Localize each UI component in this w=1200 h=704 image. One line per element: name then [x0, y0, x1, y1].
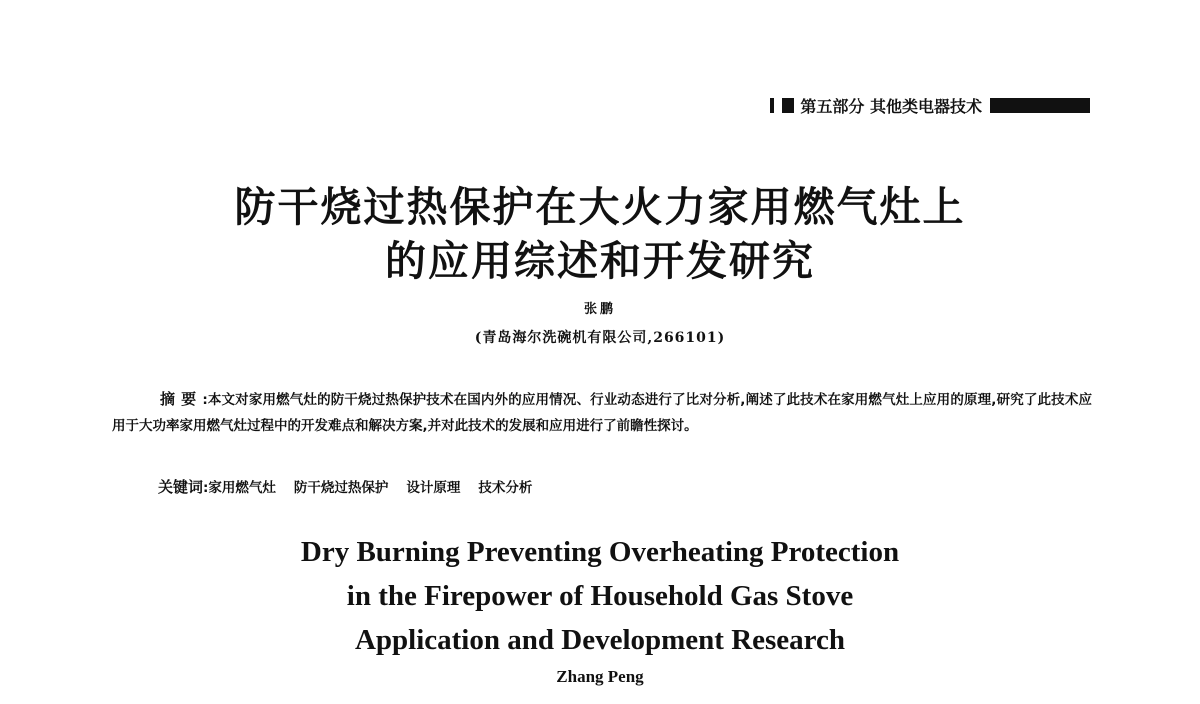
abstract-text: 本文对家用燃气灶的防干烧过热保护技术在国内外的应用情况、行业动态进行了比对分析,阐述了此技术在家用燃气灶上应用的原理,研究了此技术应用于大功率家用燃气灶过程中的开发难点和解决方案,并对此技术的发展和应用进行了前瞻性探讨。 — [112, 392, 1092, 434]
chinese-author: 张鹏 — [583, 302, 616, 317]
chinese-title-line-1: 防干烧过热保护在大火力家用燃气灶上 — [234, 183, 966, 231]
header-mark-left — [770, 98, 774, 113]
running-header-text: 第五部分 其他类电器技术 — [800, 97, 982, 116]
abstract-colon: : — [202, 392, 208, 408]
keywords-label: 关键词 — [158, 478, 204, 496]
abstract-label: 摘要 — [160, 390, 203, 408]
header-bar — [990, 98, 1090, 113]
chinese-title — [0, 180, 1200, 288]
english-title-line-2: in the Firepower of Household Gas Stove — [346, 580, 854, 612]
english-title — [0, 530, 1200, 662]
cut-off-affiliation-line — [385, 698, 815, 704]
english-title-line-1: Dry Burning Preventing Overheating Protection — [300, 536, 900, 568]
keyword-item: 防干烧过热保护 — [293, 480, 389, 496]
running-header — [770, 94, 1090, 117]
chinese-title-line-2: 的应用综述和开发研究 — [385, 237, 815, 285]
english-title-line-3: Application and Development Research — [354, 624, 846, 656]
keyword-item: 设计原理 — [406, 480, 461, 496]
header-mark-block — [782, 98, 794, 113]
keyword-item: 家用燃气灶 — [208, 480, 276, 496]
keywords — [158, 476, 550, 497]
abstract — [112, 386, 1092, 439]
chinese-affiliation: (青岛海尔洗碗机有限公司,266101) — [474, 330, 726, 346]
keywords-colon: : — [203, 480, 209, 496]
english-author: Zhang Peng — [556, 667, 644, 686]
keyword-item: 技术分析 — [478, 480, 533, 496]
